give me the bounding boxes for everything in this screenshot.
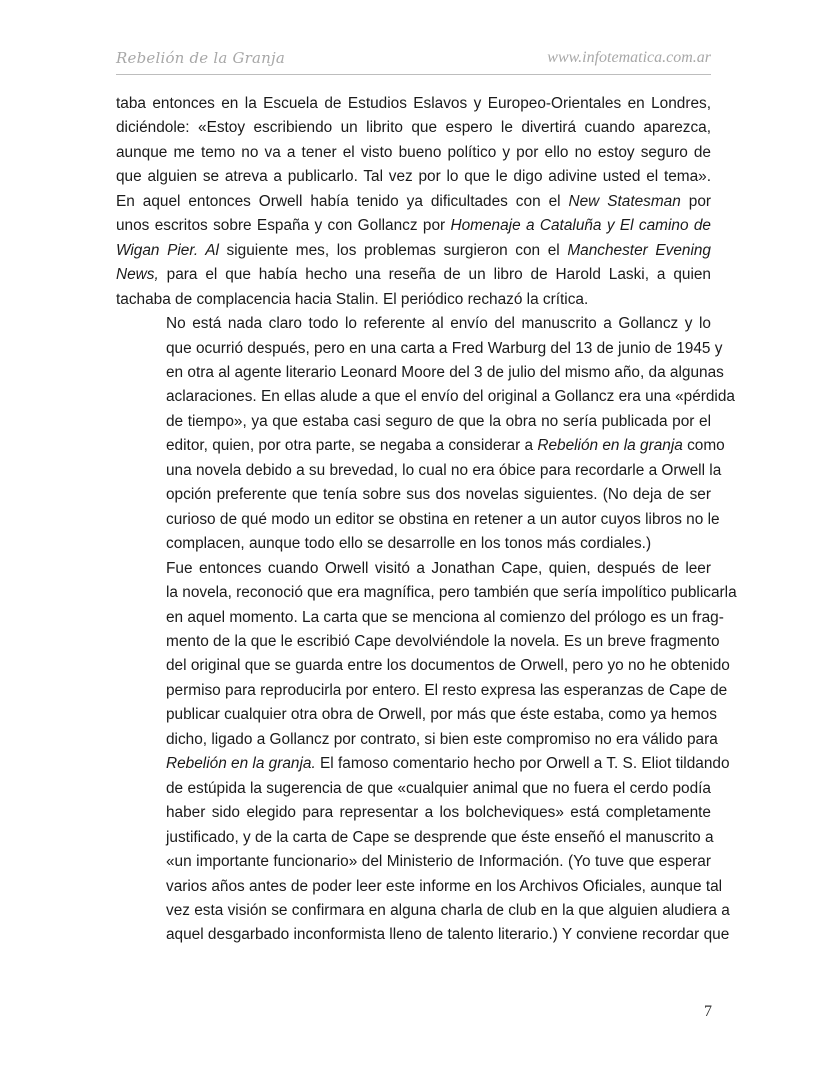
page-number: 7: [704, 1003, 712, 1020]
text-segment: El famoso comentario hecho por Orwell a T. S. Eliot tildando: [315, 755, 730, 773]
paragraph: [116, 312, 735, 557]
paragraph: [116, 557, 737, 948]
text-line: [116, 679, 728, 703]
text-segment: la novela, reconoció que era magnífica, pero también que sería impolítico publicarla: [166, 584, 737, 602]
text-line: [116, 459, 722, 483]
text-segment: de tiempo», ya que estaba casi seguro de que la obra no sería publicada por el: [166, 412, 711, 430]
text-segment: diciéndole: «Estoy escribiendo un librito que espero le divertirá cuando aparezca,: [116, 119, 711, 137]
text-line: [116, 385, 735, 409]
text-segment: tachaba de complacencia hacia Stalin. El periódico rechazó la crítica.: [116, 290, 589, 308]
text-segment: publicar cualquier otra obra de Orwell, por más que éste estaba, como ya hemos: [166, 706, 717, 724]
text-line: [116, 728, 718, 752]
text-line: [116, 508, 720, 532]
text-line: [116, 434, 725, 458]
text-segment: aquel desgarbado inconformista lleno de talento literario.) Y conviene recordar que: [166, 926, 730, 944]
text-segment: en otra al agente literario Leonard Moore del 3 de julio del mismo año, da algunas: [166, 363, 724, 381]
text-line: [116, 337, 723, 361]
text-line: [116, 801, 711, 825]
italic-text: Homenaje a Cataluña y El camino de: [450, 217, 711, 235]
text-segment: dicho, ligado a Gollancz por contrato, si bien este compromiso no era válido para: [166, 730, 718, 748]
text-segment: que ocurrió después, pero en una carta a Fred Warburg del 13 de junio de 1945 y: [166, 339, 723, 357]
text-segment: que alguien se atreva a publicarlo. Tal vez por lo que le digo adivine usted el tema».: [116, 168, 711, 186]
text-line: [116, 214, 711, 238]
text-line: [116, 165, 711, 189]
italic-text: Rebelión en la granja.: [166, 755, 316, 773]
text-line: [116, 239, 711, 263]
text-line: [116, 410, 711, 434]
text-segment: por: [680, 192, 712, 210]
text-line: [116, 312, 711, 336]
text-line: [116, 92, 711, 116]
italic-text: New Statesman: [568, 192, 681, 210]
text-segment: Fue entonces cuando Orwell visitó a Jonathan Cape, quien, después de leer: [166, 559, 711, 577]
paragraph: [116, 92, 711, 312]
text-line: [116, 532, 711, 556]
text-segment: para el que había hecho una reseña de un libro de Harold Laski, a quien: [158, 266, 711, 284]
text-segment: permiso para reproducirla por entero. El resto expresa las esperanzas de Cape de: [166, 681, 728, 699]
text-segment: siguiente mes, los problemas surgieron con el: [218, 241, 568, 259]
text-segment: complacen, aunque todo ello se desarrolle en los tonos más cordiales.): [166, 535, 652, 553]
text-segment: de estúpida la sugerencia de que «cualquier animal que no fuera el cerdo podía: [166, 779, 711, 797]
text-segment: como: [682, 437, 725, 455]
text-line: [116, 141, 711, 165]
text-segment: opción preferente que tenía sobre sus dos novelas siguientes. (No deja de ser: [166, 486, 711, 504]
text-segment: mento de la que le escribió Cape devolviéndole la novela. Es un breve fragmento: [166, 632, 720, 650]
text-line: [116, 581, 737, 605]
text-line: [116, 483, 711, 507]
text-segment: En aquel entonces Orwell había tenido ya dificultades con el: [116, 192, 569, 210]
header-divider: [116, 74, 711, 75]
text-line: [116, 826, 714, 850]
text-segment: taba entonces en la Escuela de Estudios Eslavos y Europeo-Orientales en Londres,: [116, 95, 711, 112]
text-line: [116, 557, 711, 581]
text-segment: aunque me temo no va a tener el visto bueno político y por ello no estoy seguro de: [116, 143, 711, 161]
text-line: [116, 899, 730, 923]
text-segment: aclaraciones. En ellas alude a que el envío del original a Gollancz era una «pérdida: [166, 388, 735, 406]
website-url: www.infotematica.com.ar: [547, 49, 711, 66]
body-text: [116, 92, 737, 948]
text-segment: No está nada claro todo lo referente al envío del manuscrito a Gollancz y lo: [166, 315, 711, 333]
italic-text: Rebelión en la granja: [537, 437, 683, 455]
text-line: [116, 752, 730, 776]
text-segment: vez esta visión se confirmara en alguna charla de club en la que alguien aludiera a: [166, 901, 730, 919]
text-line: [116, 875, 723, 899]
running-header: [116, 47, 711, 75]
italic-text: News,: [116, 266, 159, 284]
book-title: Rebelión de la Granja: [116, 49, 286, 67]
text-line: [116, 361, 724, 385]
text-line: [116, 288, 711, 312]
text-line: [116, 116, 711, 140]
text-segment: «un importante funcionario» del Ministerio de Información. (Yo tuve que esperar: [166, 853, 711, 871]
text-line: [116, 850, 711, 874]
italic-text: Wigan Pier. Al: [116, 241, 219, 259]
text-line: [116, 630, 720, 654]
text-line: [116, 654, 730, 678]
text-line: [116, 263, 711, 287]
text-line: [116, 606, 724, 630]
text-segment: en aquel momento. La carta que se menciona al comienzo del prólogo es un frag-: [166, 608, 724, 626]
text-segment: curioso de qué modo un editor se obstina en retener a un autor cuyos libros no le: [166, 510, 720, 528]
text-segment: varios años antes de poder leer este informe en los Archivos Oficiales, aunque tal: [166, 877, 723, 895]
text-line: [116, 923, 730, 947]
text-segment: editor, quien, por otra parte, se negaba a considerar a: [166, 437, 538, 455]
text-line: [116, 190, 711, 214]
text-segment: justificado, y de la carta de Cape se desprende que éste enseñó el manuscrito a: [166, 828, 714, 846]
text-line: [116, 703, 717, 727]
text-segment: una novela debido a su brevedad, lo cual no era óbice para recordarle a Orwell la: [166, 461, 722, 479]
italic-text: Manchester Evening: [567, 241, 711, 259]
text-line: [116, 777, 711, 801]
text-segment: haber sido elegido para representar a los bolcheviques» está completamente: [166, 804, 711, 822]
text-segment: unos escritos sobre España y con Gollancz por: [116, 217, 451, 235]
text-segment: del original que se guarda entre los documentos de Orwell, pero yo no he obtenido: [166, 657, 730, 675]
